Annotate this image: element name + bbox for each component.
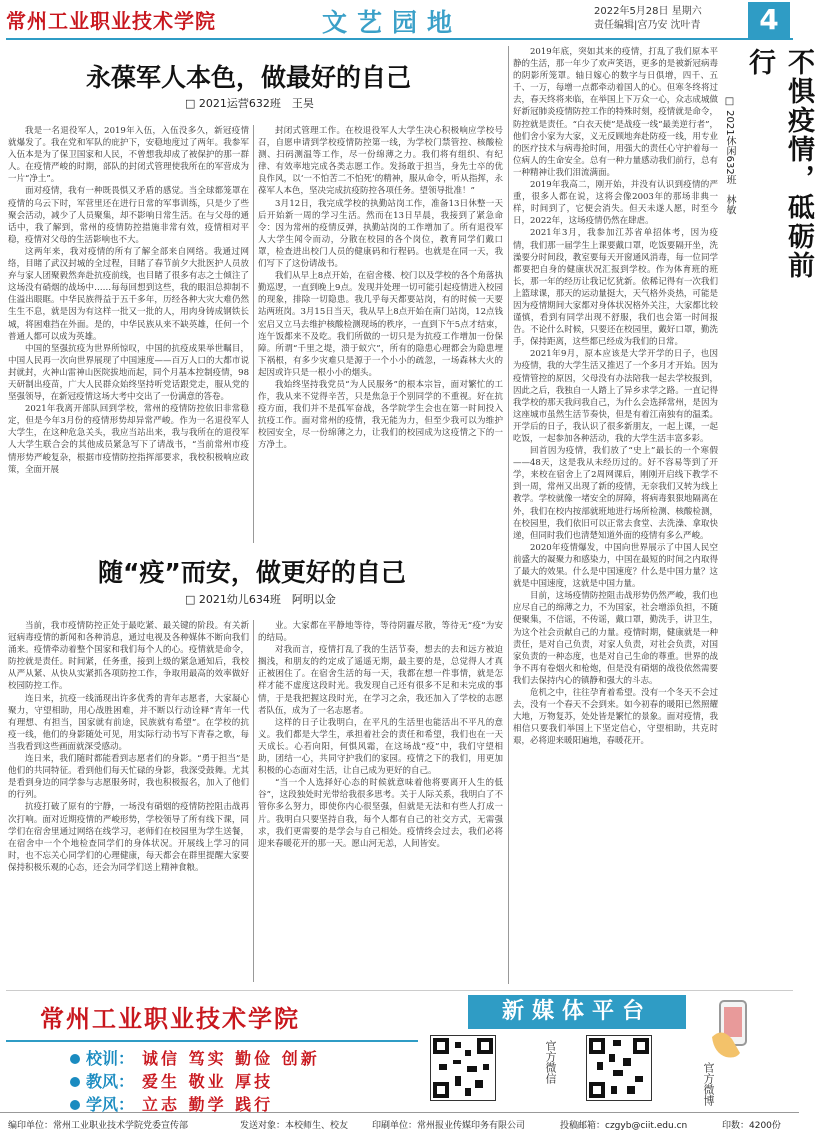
paragraph: 3月12日，我完成学校的执勤站岗工作，准备13日休整一天后开始新一周的学习生活。然而在13日早晨，我接到了紧急命令：因为常州的疫情反弹，执勤站岗的工作增加了。所有退役军人大学生闻令而动，分散在校园的各个岗位，教育同学们戴口罩，检查进出校门人员的健康码和行程码。也就是在同一天，我们写下了这份请战书。 xyxy=(258,198,503,270)
article-3-title: 不惧疫情，砥砺前行 xyxy=(744,48,814,280)
paragraph: 抗疫打破了原有的宁静，一场没有硝烟的疫情防控阻击战再次打响。面对近期疫情的严峻形势，学校领导了所有线下课，同学们在宿舍里通过网络在线学习，老师们在校园里为学生送餐，在宿舍中一个个地检查同学们的身体状况。开展线上学习的同时，也不忘关心同学们的心理健康，每天都会在群里提醒大家要保持积极乐观的心态，还会为同学们送上精神食粮。 xyxy=(8,802,249,873)
column-divider xyxy=(253,620,254,982)
paragraph: 面对疫情，我有一种既畏惧又矛盾的感觉。当全球都笼罩在疫情的乌云下时，军营里还在进行日常的军事训练，只是少了些聚会活动，减少了人员聚集，却不影响日常生活。在与父母的通话中，我了解到，常州的疫情防控措施非常有效，疫情相对平稳，疫情对父母的生活影响也不大。 xyxy=(8,186,249,245)
footer-email: 投稿邮箱：czgyb@ciit.edu.cn xyxy=(560,1121,688,1131)
weibo-label: 官方微博 xyxy=(702,1062,715,1106)
paragraph: 对我而言，疫情打乱了我的生活节奏，想去的去和远方被迫搁浅，和朋友的约定成了遥遥无期，最主要的是，总觉得人才真正被困住了。在宿舍生活的每一天，我都在想一件事情，就是怎样才能不虚度这段时光。我发现自己还有很多不足和未完成的事情，于是我把握这段时光，在学习之余，我还加入了学校的志愿者队伍，成为了一名志愿者。 xyxy=(258,645,503,716)
article-1-column-2 xyxy=(258,125,503,543)
paragraph: 2020年疫情爆发，中国向世界展示了中国人民空前盛大的凝聚力和感染力，中国在最短的时间之内取得了最大的效果。什么是中国速度？什么是中国力量？这就是中国速度，这就是中国力量。 xyxy=(513,542,718,590)
motto-xuefeng: 学风： 立志 勤学 践行 xyxy=(70,1092,273,1115)
article-2-column-2 xyxy=(258,620,503,982)
article-2-title: 随“疫”而安，做更好的自己 xyxy=(98,558,406,587)
paragraph: 业。大家都在平静地等待，等待阴霾尽散，等待无“疫”为安的结局。 xyxy=(258,621,503,644)
banner-rule xyxy=(6,1040,418,1042)
column-title: 文艺园地 xyxy=(322,8,463,37)
paragraph: 目前，这场疫情防控阻击战形势仍然严峻，我们也应尽自己的绵薄之力，不为国家，社会增添负担，不随便聚集，不信谣，不传谣，戴口罩，勤洗手，讲卫生，为这个社会贡献自己的力量。疫情时期，健康就是一种责任，是对自己负责，对家人负责，对社会负责，对国家负责的一种态度，也是对自己生命的尊重。世界的战争不再有卷烟火和枪炮，但是没有硝烟的战役依然需要我们去保持内心的镇静和强大的斗志。 xyxy=(513,591,718,686)
paragraph: 回首因为疫情，我们放了“史上”最长的一个寒假——48天，这是我从未经历过的。好不容易等到了开学，来校在宿舍上了2周网课后，刚刚开启线下教学不到一周，常州又出现了新的疫情，无奈我们又转为线上教学。学校就像一堵安全的屏障，将病毒狠狠地隔离在外，我们在校内按部就班地进行场所检测、核酸检测，在校园里，我们依旧可以正常去食堂、去洗澡、拿取快递，但同时我们也清楚知道外面的疫情有多么严峻。 xyxy=(513,446,718,541)
paragraph: 2021年3月，我参加江苏省单招体考，因为疫情，我们那一届学生上课要戴口罩，吃饭要隔开坐，洗澡要分时间段，教室要每天开窗通风消毒，每一位同学都要把自身的健康状况汇报到学校。作为体育班的班长，那一年的经历让我记忆犹新。依稀记得有一次我们上篮球课，那天的运动量挺大，天气格外炎热，可能是因为疫情期间大家都对身体状况格外关注，大家都比较谨慎，看到有同学出现不舒服，我们也会第一时间报告。不论什么时候，只要还在校园里，戴好口罩，勤洗手，保持距离，这些都已经成为我们的日常。 xyxy=(513,228,718,348)
issue-info xyxy=(594,5,702,33)
article-1-column-1 xyxy=(8,125,249,543)
paragraph: 这两年来，我对疫情的所有了解全部来自网络。我通过网络，目睹了武汉封城的全过程，目睹了春节前夕大批医护人员放弃与家人团聚毅然奔赴抗疫前线，也目睹了很多有志之士倾注了这场没有硝烟的战场中……每每回想到这些，我的眼泪总抑制不住溢出眼眶。中华民族得益于五千多年，历经各种大灾大难仍然生生不息，就是因为有这样一批又一批的人，用肉身铸成钢铁长城，将困难挡在外面。是的，中华民族从来不缺英雄，任何一个普通人都可以成为英雄。 xyxy=(8,246,249,342)
new-media-title: 新媒体平台 xyxy=(468,995,686,1029)
weibo-qr-code[interactable] xyxy=(586,1035,652,1101)
responsible-editor: 责任编辑|宫乃安 沈叶青 xyxy=(594,20,701,31)
issue-date: 2022年5月28日 星期六 xyxy=(594,6,702,17)
bullet-icon xyxy=(70,1077,80,1087)
paragraph: 中国的坚强抗疫为世界所惊叹，中国的抗疫成果举世瞩目，中国人民再一次向世界展现了中国速度——百万人口的大都市说封就封，火神山雷神山医院拔地而起，同个月基本控制疫情，98天研制出疫苗，广大人民群众始终坚持听党话跟党走，服从党的坚强领导，在新冠疫情这场大考中交出了一份满意的答卷。 xyxy=(8,343,249,403)
section-divider xyxy=(508,46,509,984)
article-3-column xyxy=(513,46,718,982)
article-2-column-1 xyxy=(8,620,249,982)
footer-send-to: 发送对象：本校师生、校友 xyxy=(240,1121,349,1131)
qr-icon xyxy=(431,1036,495,1100)
motto-jiaofeng: 教风： 爱生 敬业 厚技 xyxy=(70,1069,273,1092)
article-1-byline: □ 2021运营632班 王昊 xyxy=(185,97,314,110)
phone-hand-icon xyxy=(706,997,764,1061)
paragraph: 危机之中，往往孕育着希望。没有一个冬天不会过去，没有一个春天不会到来。如今初春的暖阳已然照耀大地，万物复苏，处处皆是繁忙的景象。面对疫情，我相信只要我们举国上下坚定信心，守望相助，共克时艰，必将迎来暖阳遍地，春暖花开。 xyxy=(513,687,718,747)
motto-xiaoxun: 校训： 诚信 笃实 勤俭 创新 xyxy=(70,1046,320,1069)
wechat-qr-code[interactable] xyxy=(430,1035,496,1101)
paragraph: 我是一名退役军人，2019年入伍，入伍没多久，新冠疫情就爆发了。我在党和军队的庇护下，安稳地度过了两年。我参军入伍本是为了保卫国家和人民，不曾想我却成了被保护的那一群人。在疫情严峻的时期，部队的封闭式管理使我所在的军营成为一片“净土”。 xyxy=(8,126,249,185)
footer-printer: 印刷单位：常州报业传媒印务有限公司 xyxy=(372,1121,526,1131)
masthead: 常州工业职业技术学院 xyxy=(6,9,216,33)
school-logo-text: 常州工业职业技术学院 xyxy=(40,1004,300,1033)
footer-print-count: 印数：4200份 xyxy=(722,1121,781,1131)
qr-icon xyxy=(587,1036,651,1100)
paragraph: 2019年我高二，刚开始，并没有认识到疫情的严重，很多人都在说，这将会像2003年的那场非典一样，时间到了，它便会消失。但天未遂人愿，时至今日，2022年，这场疫情仍然在肆虐。 xyxy=(513,180,718,227)
column-divider xyxy=(253,125,254,543)
article-1-title: 永葆军人本色，做最好的自己 xyxy=(86,63,412,92)
paragraph: 我们从早上8点开始，在宿舍楼、校门以及学校的各个角落执勤巡逻，一直到晚上9点。发现并处理一切可能引起疫情进入校园的现象，排除一切隐患。我几乎每天都要站岗，有的时候一天要站两班岗。3月15日当天，我从早上8点开始在南门站岗，12点钱宏启又立马去维护核酸检测现场的秩序，一直到下午5点才结束，连午饭都来不及吃。我们所做的一切只是为抗疫工作增加一份保障。所谓“千里之堤，溃于蚁穴”，所有的隐患心理都会为隐患埋下祸根，有多少灾难只是源于一个小小的疏忽，一场森林大火的起因或许只是一根小小的烟头。 xyxy=(258,271,503,378)
paragraph: 这样的日子让我明白，在平凡的生活里也能活出不平凡的意义。我们都是大学生，承担着社会的责任和希望，我们也在一天天成长。心若向阳，何惧风霜，在这场战“疫”中，我们守望相助，团结一心，共同守护我们的家园。疫情之下的我们，用更加积极的心态面对生活，让自己成为更好的自己。 xyxy=(258,717,503,777)
wechat-label: 官方微信 xyxy=(544,1040,557,1084)
bullet-icon xyxy=(70,1054,80,1064)
page-number: 4 xyxy=(748,2,790,38)
paragraph: 我始终坚持我党员“为人民服务”的根本宗旨，面对繁忙的工作，我从来不觉得辛苦，只是焦急于个别同学的不重视。好在抗疫方面，我们并不是孤军奋战，各学院学生会也在第一时间投入抗疫工作。面对常州的疫情，我无能为力，但至少我可以为维护校园安全，尽一份绵薄之力，让我们的校园成为这疫情之下的一方净土。 xyxy=(258,379,503,451)
paragraph: 2021年9月，原本应该是大学开学的日子，也因为疫情，我的大学生活又推迟了一个多月才开始。因为疫情管控的原因，父母没有办法陪我一起去学校报到，因此之后，我独自一人踏上了异乡求学之路。一直记得我学校的那天我问我自己，为什么会选择常州，是因为这座城市虽然生活节奏快，但是有着江南独有的温柔。开学后的日子，我认识了很多新朋友，一起上课，一起吃饭，一起参加各种活动，我的大学生活丰富多彩。 xyxy=(513,349,718,444)
paragraph: “当一个人选择好心态的时候就意味着他将要离开人生的低谷”，这段独处时光带给我很多思考。关于人际关系，我明白了不管你多么努力，即使你内心很坚强，但就是无法和有些人打成一片。我明白只要坚持自我，每个人都有自己的社交方式，无需强求，我们更需要的是学会与自己相处。疫情终会过去，我们必将迎来春暖花开的那一天。愿山河无恙，人间皆安。 xyxy=(258,778,503,849)
footer-editor-unit: 编印单位：常州工业职业技术学院党委宣传部 xyxy=(8,1121,189,1131)
paragraph: 2021年我离开部队回到学校，常州的疫情防控依旧非常稳定，但是今年3月份的疫情形势却异常严峻。作为一名退役军人大学生，在这种危急关头，我应当站出来，我与我所在的退役军人大学生联合会的其他成员紧急写下了请战书，“当前常州市疫情形势严峻复杂，根据市疫情防控指挥部要求，我校积极响应政策，全面开展 xyxy=(8,404,249,475)
article-2-byline: □ 2021幼儿634班 阿明以金 xyxy=(185,593,336,606)
article-3-byline: □ 2021休闲632班 林敏 xyxy=(724,96,735,215)
header-rule xyxy=(6,38,793,40)
bullet-icon xyxy=(70,1100,80,1110)
paragraph: 封闭式管理工作。在校退役军人大学生决心积极响应学校号召，自愿申请到学校疫情防控第一线，为学校门禁管控、核酸检测、扫码测温等工作，尽一份绵薄之力。我们将有组织、有纪律、有效率地完成各类志愿工作。发扬敢于担当，身先士卒的优良作风，以‘一不怕苦二不怕死’的精神，服从命令，听从指挥，永葆军人本色，坚决完成抗疫防控各项任务。望领导批准！” xyxy=(258,126,503,197)
paragraph: 连日来，抗疫一线涌现出许多优秀的青年志愿者，大家凝心聚力，守望相助，用心战胜困难，并不断以行动诠释“青年一代有理想、有担当，国家就有前途，民族就有希望”。在学校的抗疫一线，他们的身影随处可见，用实际行动书写下青春之歌，每当我看到这些画面就深受感动。 xyxy=(8,693,249,752)
footer xyxy=(0,1112,799,1136)
paragraph: 2019年底，突如其来的疫情，打乱了我们原本平静的生活，那一年少了欢声笑语，更多的是被新冠病毒的阴影所笼罩。轴日嫁心的数字与日俱增，四千、五千、一万，每增一点都牵动着国人的心。但寒冬终将过去，春天终将来临，在举国上下万众一心，众志成城做好新冠肺炎疫情防控工作的特殊时刻，疫情就是命令，防控就是责任。“白衣天使”是战疫一线“最美逆行者”，他们舍小家为大家，义无反顾地奔赴防疫一线，用专业的医疗技术与病毒抢时间，用强大的责任心守护着每一位病人的生命安全。总有一种力量感动我们前行，总有一种精神让我们泪流满面。 xyxy=(513,47,718,178)
paragraph: 当前，我市疫情防控正处于最吃紧、最关键的阶段。有关新冠病毒疫情的新闻和各种消息，通过电视及各种媒体不断向我们涌来。疫情牵动着整个国家和我们每个人的心。疫情就是命令，防控就是责任。时间紧，任务重，接到上级的紧急通知后，我校从严从紧、从快从实紧抓各项防控工作，争取用最高的效率做好校园防控工作。 xyxy=(8,621,249,692)
paragraph: 连日来，我们随时都能看到志愿者们的身影。“勇于担当”是他们的共同特征。看到他们每天忙碌的身影，我深受鼓舞。尤其是看到身边的同学参与志愿服务时，我也积极报名，加入了他们的行列。 xyxy=(8,754,249,801)
